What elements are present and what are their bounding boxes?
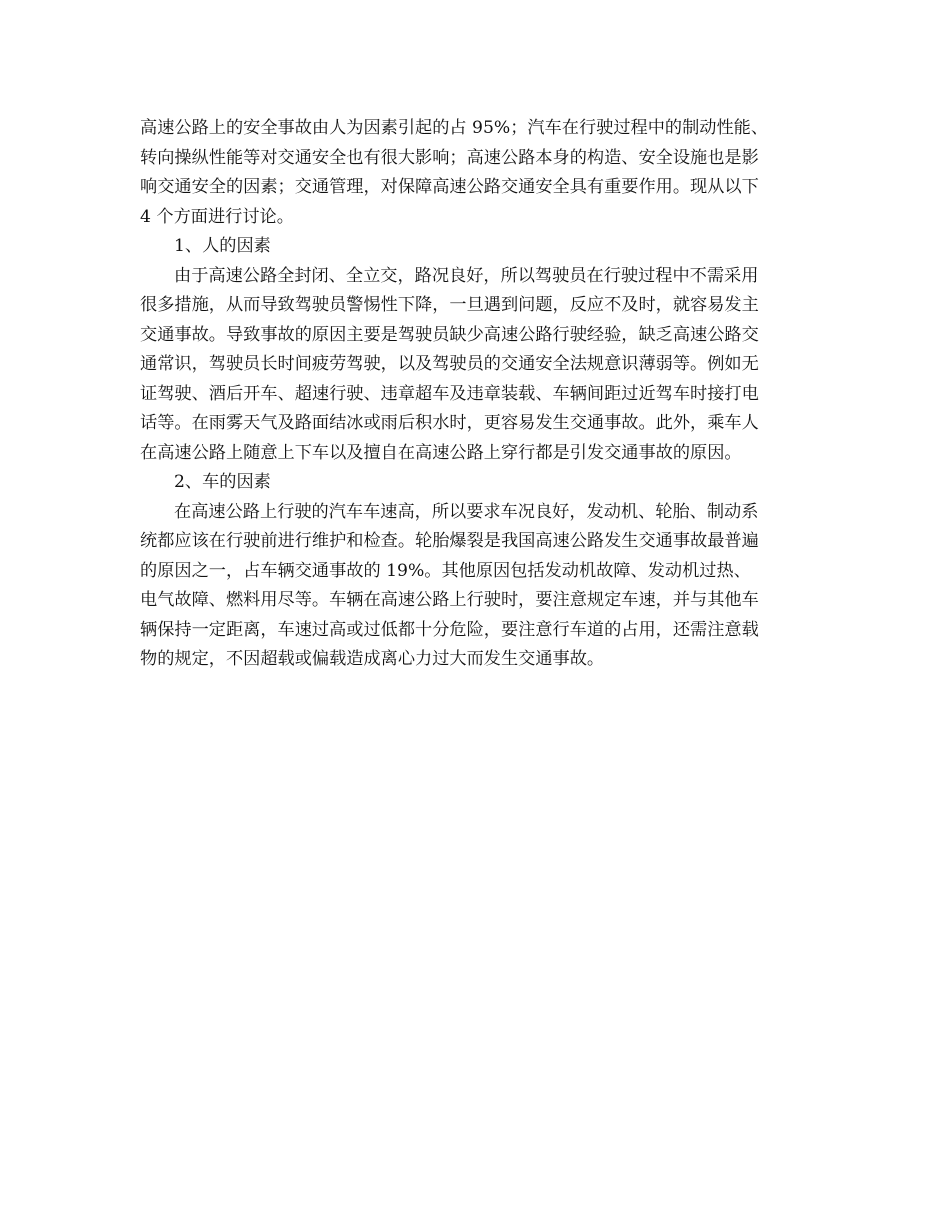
- paragraph-line: 转向操纵性能等对交通安全也有很大影响；高速公路本身的构造、安全设施也是影: [140, 147, 759, 168]
- section-heading-human-factors: 1、人的因素: [174, 236, 271, 256]
- intro-paragraph: [140, 114, 830, 232]
- document-body: [140, 114, 830, 675]
- paragraph-line: 4 个方面进行讨论。: [140, 206, 294, 227]
- human-factors-paragraph: [140, 262, 830, 469]
- paragraph-line: 话等。在雨雾天气及路面结冰或雨后积水时，更容易发生交通事故。此外，乘车人: [140, 413, 759, 433]
- paragraph-line: 的原因之一，占车辆交通事故的 19%。其他原因包括发动机故障、发动机过热、: [140, 560, 751, 581]
- paragraph-line: 交通事故。导致事故的原因主要是驾驶员缺少高速公路行驶经验，缺乏高速公路交: [140, 324, 759, 345]
- paragraph-line: 在高速公路上随意上下车以及擅自在高速公路上穿行都是引发交通事故的原因。: [140, 442, 742, 463]
- paragraph-line: 证驾驶、酒后开车、超速行驶、违章超车及违章装载、车辆间距过近驾车时接打电: [140, 383, 759, 404]
- paragraph-line: 响交通安全的因素；交通管理，对保障高速公路交通安全具有重要作用。现从以下: [140, 177, 759, 197]
- paragraph-line: 在高速公路上行驶的汽车车速高，所以要求车况良好，发动机、轮胎、制动系: [174, 501, 759, 522]
- section-heading-vehicle-factors: 2、车的因素: [174, 472, 271, 492]
- vehicle-factors-paragraph: [140, 498, 830, 675]
- paragraph-line: 电气故障、燃料用尽等。车辆在高速公路上行驶时，要注意规定车速，并与其他车: [140, 590, 759, 610]
- paragraph-line: 高速公路上的安全事故由人为因素引起的占 95%；汽车在行驶过程中的制动性能、: [140, 118, 769, 138]
- paragraph-line: 通常识，驾驶员长时间疲劳驾驶，以及驾驶员的交通安全法规意识薄弱等。例如无: [140, 354, 759, 374]
- paragraph-line: 统都应该在行驶前进行维护和检查。轮胎爆裂是我国高速公路发生交通事故最普遍: [140, 531, 759, 551]
- paragraph-line: 物的规定，不因超载或偏载造成离心力过大而发生交通事故。: [140, 649, 605, 669]
- paragraph-line: 很多措施，从而导致驾驶员警惕性下降，一旦遇到问题，反应不及时，就容易发主: [140, 295, 759, 315]
- paragraph-line: 由于高速公路全封闭、全立交，路况良好，所以驾驶员在行驶过程中不需采用: [174, 265, 759, 286]
- paragraph-line: 辆保持一定距离，车速过高或过低都十分危险，要注意行车道的占用，还需注意载: [140, 619, 759, 640]
